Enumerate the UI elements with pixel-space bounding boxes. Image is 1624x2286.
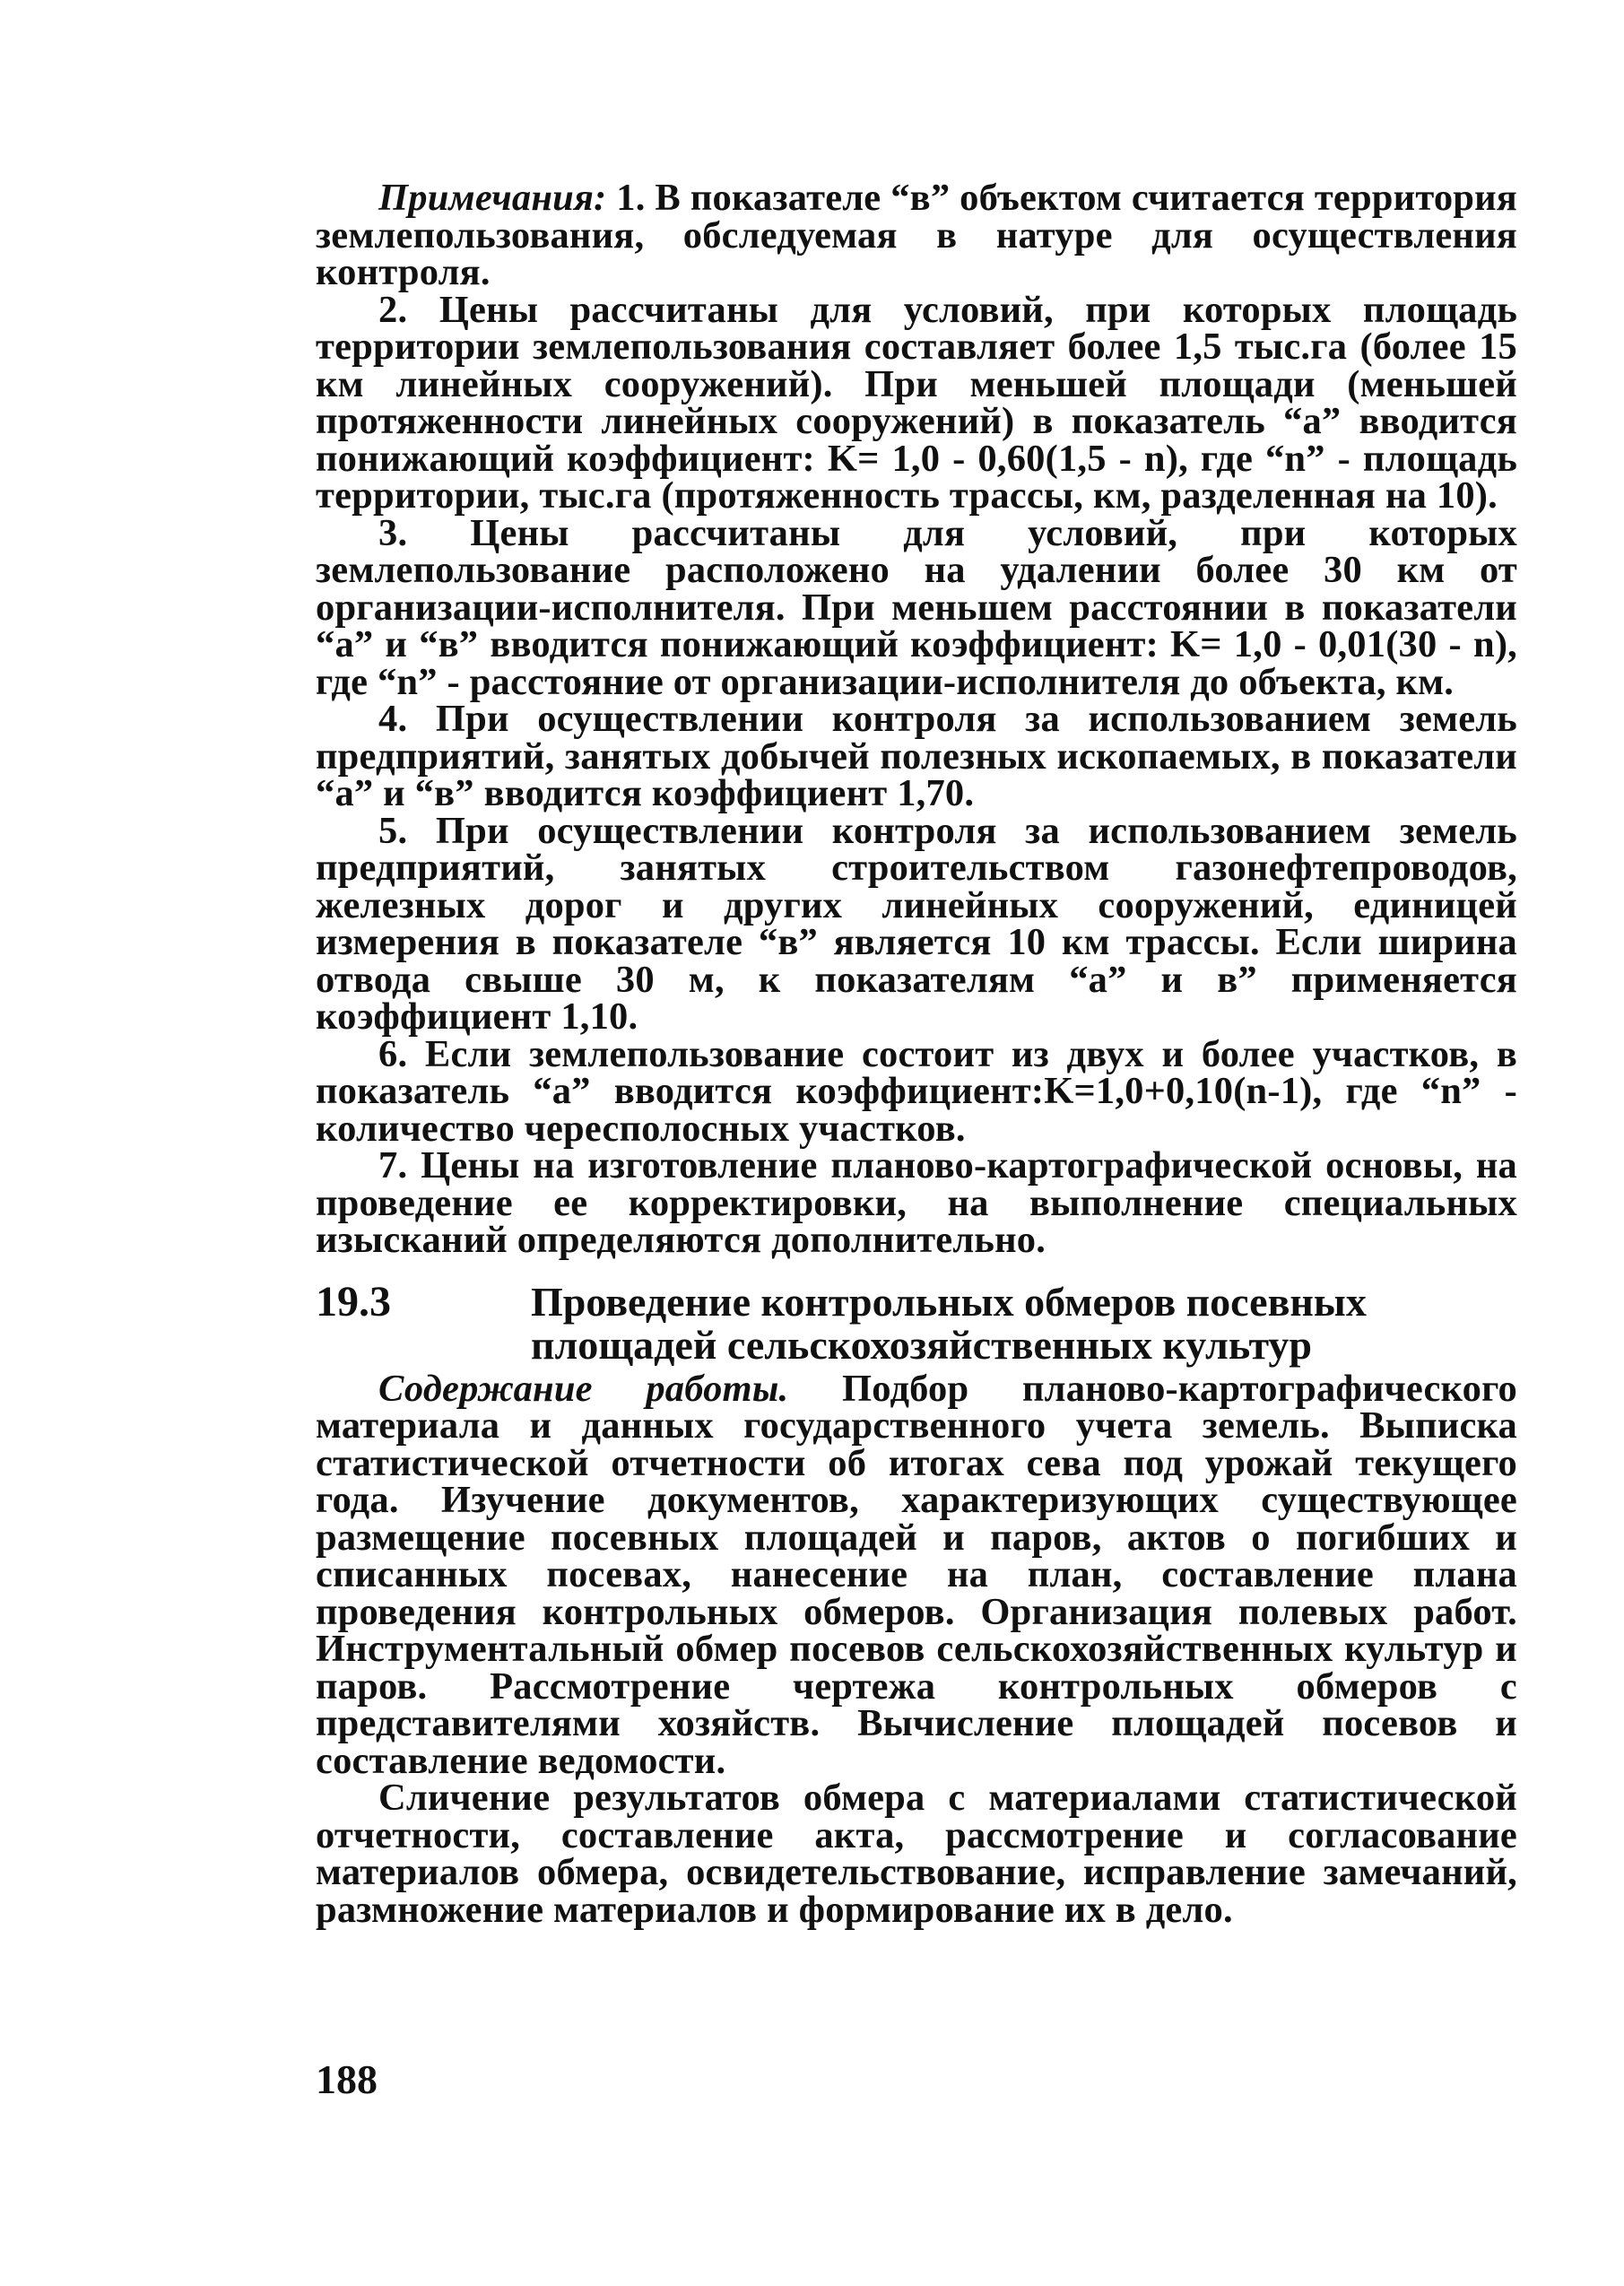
- section-title: Проведение контрольных обмеров посевных площадей сельскохозяйственных культур: [531, 1278, 1367, 1368]
- note-1: [316, 179, 1517, 291]
- note-1-text: 1. В показателе “в” объектом считается территория землепользования, обследуемая в натуре для осуществления контроля.: [316, 177, 1517, 293]
- note-4: 4. При осуществлении контроля за использованием земель предприятий, занятых добычей полезных ископаемых, в показатели “а” и “в” вводится коэффициент 1,70.: [316, 698, 1517, 814]
- section-heading: [316, 1277, 1517, 1368]
- page-number: 188: [316, 2056, 378, 2102]
- note-6: 6. Если землепользование состоит из двух и более участков, в показатель “а” вводится коэффициент:K=1,0+0,10(n-1), где “n” - количество чересполосных участков.: [316, 1032, 1517, 1150]
- comparison-paragraph: Сличение результатов обмера с материалами статистической отчетности, составление акта, рассмотрение и согласование материалов обмера, освидетельствование, исправление замечаний, размножение материалов и формирование их в дело.: [316, 1777, 1517, 1931]
- section-number: 19.3: [316, 1277, 391, 1326]
- note-7: 7. Цены на изготовление планово-картографической основы, на проведение ее корректировки, на выполнение специальных изысканий определяются дополнительно.: [316, 1144, 1517, 1261]
- note-2: 2. Цены рассчитаны для условий, при которых площадь территории землепользования составляет более 1,5 тыс.га (более 15 км линейных сооружений). При меньшей площади (меньшей протяженности линейных сооружений) в показатель “а” вводится понижающий коэффициент: K= 1,0 - 0,60(1,5 - n), где “n” - площадь территории, тыс.га (протяженность трассы, км, разделенная на 10).: [316, 288, 1517, 517]
- work-content-text: Подбор планово-картографического материала и данных государственного учета земель. Выписка статистической отчетности об итогах сева под урожай текущего года. Изучение документов, характеризующих существующее размещение посевных площадей и паров, актов о погибших и списанных посевах, нанесение на план, составление плана проведения контрольных обмеров. Организация полевых работ. Инструментальный обмер посевов сельскохозяйственных культур и паров. Рассмотрение чертежа контрольных обмеров с представителями хозяйств. Вычисление площадей посевов и составление ведомости.: [316, 1367, 1518, 1782]
- note-3: 3. Цены рассчитаны для условий, при которых землепользование расположено на удалении более 30 км от организации-исполнителя. При меньшем расстоянии в показатели “а” и “в” вводится понижающий коэффициент: K= 1,0 - 0,01(30 - n), где “n” - расстояние от организации-исполнителя до объекта, км.: [316, 511, 1517, 703]
- work-content-paragraph: [316, 1367, 1518, 1782]
- page-body: [316, 177, 1518, 1931]
- notes-label: Примечания:: [378, 177, 607, 219]
- work-content-label: Содержание работы.: [378, 1367, 789, 1410]
- note-5: 5. При осуществлении контроля за использованием земель предприятий, занятых строительством газонефтепроводов, железных дорог и других линейных сооружений, единицей измерения в показателе “в” является 10 км трассы. Если ширина отвода свыше 30 м, к показателям “а” и в” применяется коэффициент 1,10.: [316, 809, 1517, 1038]
